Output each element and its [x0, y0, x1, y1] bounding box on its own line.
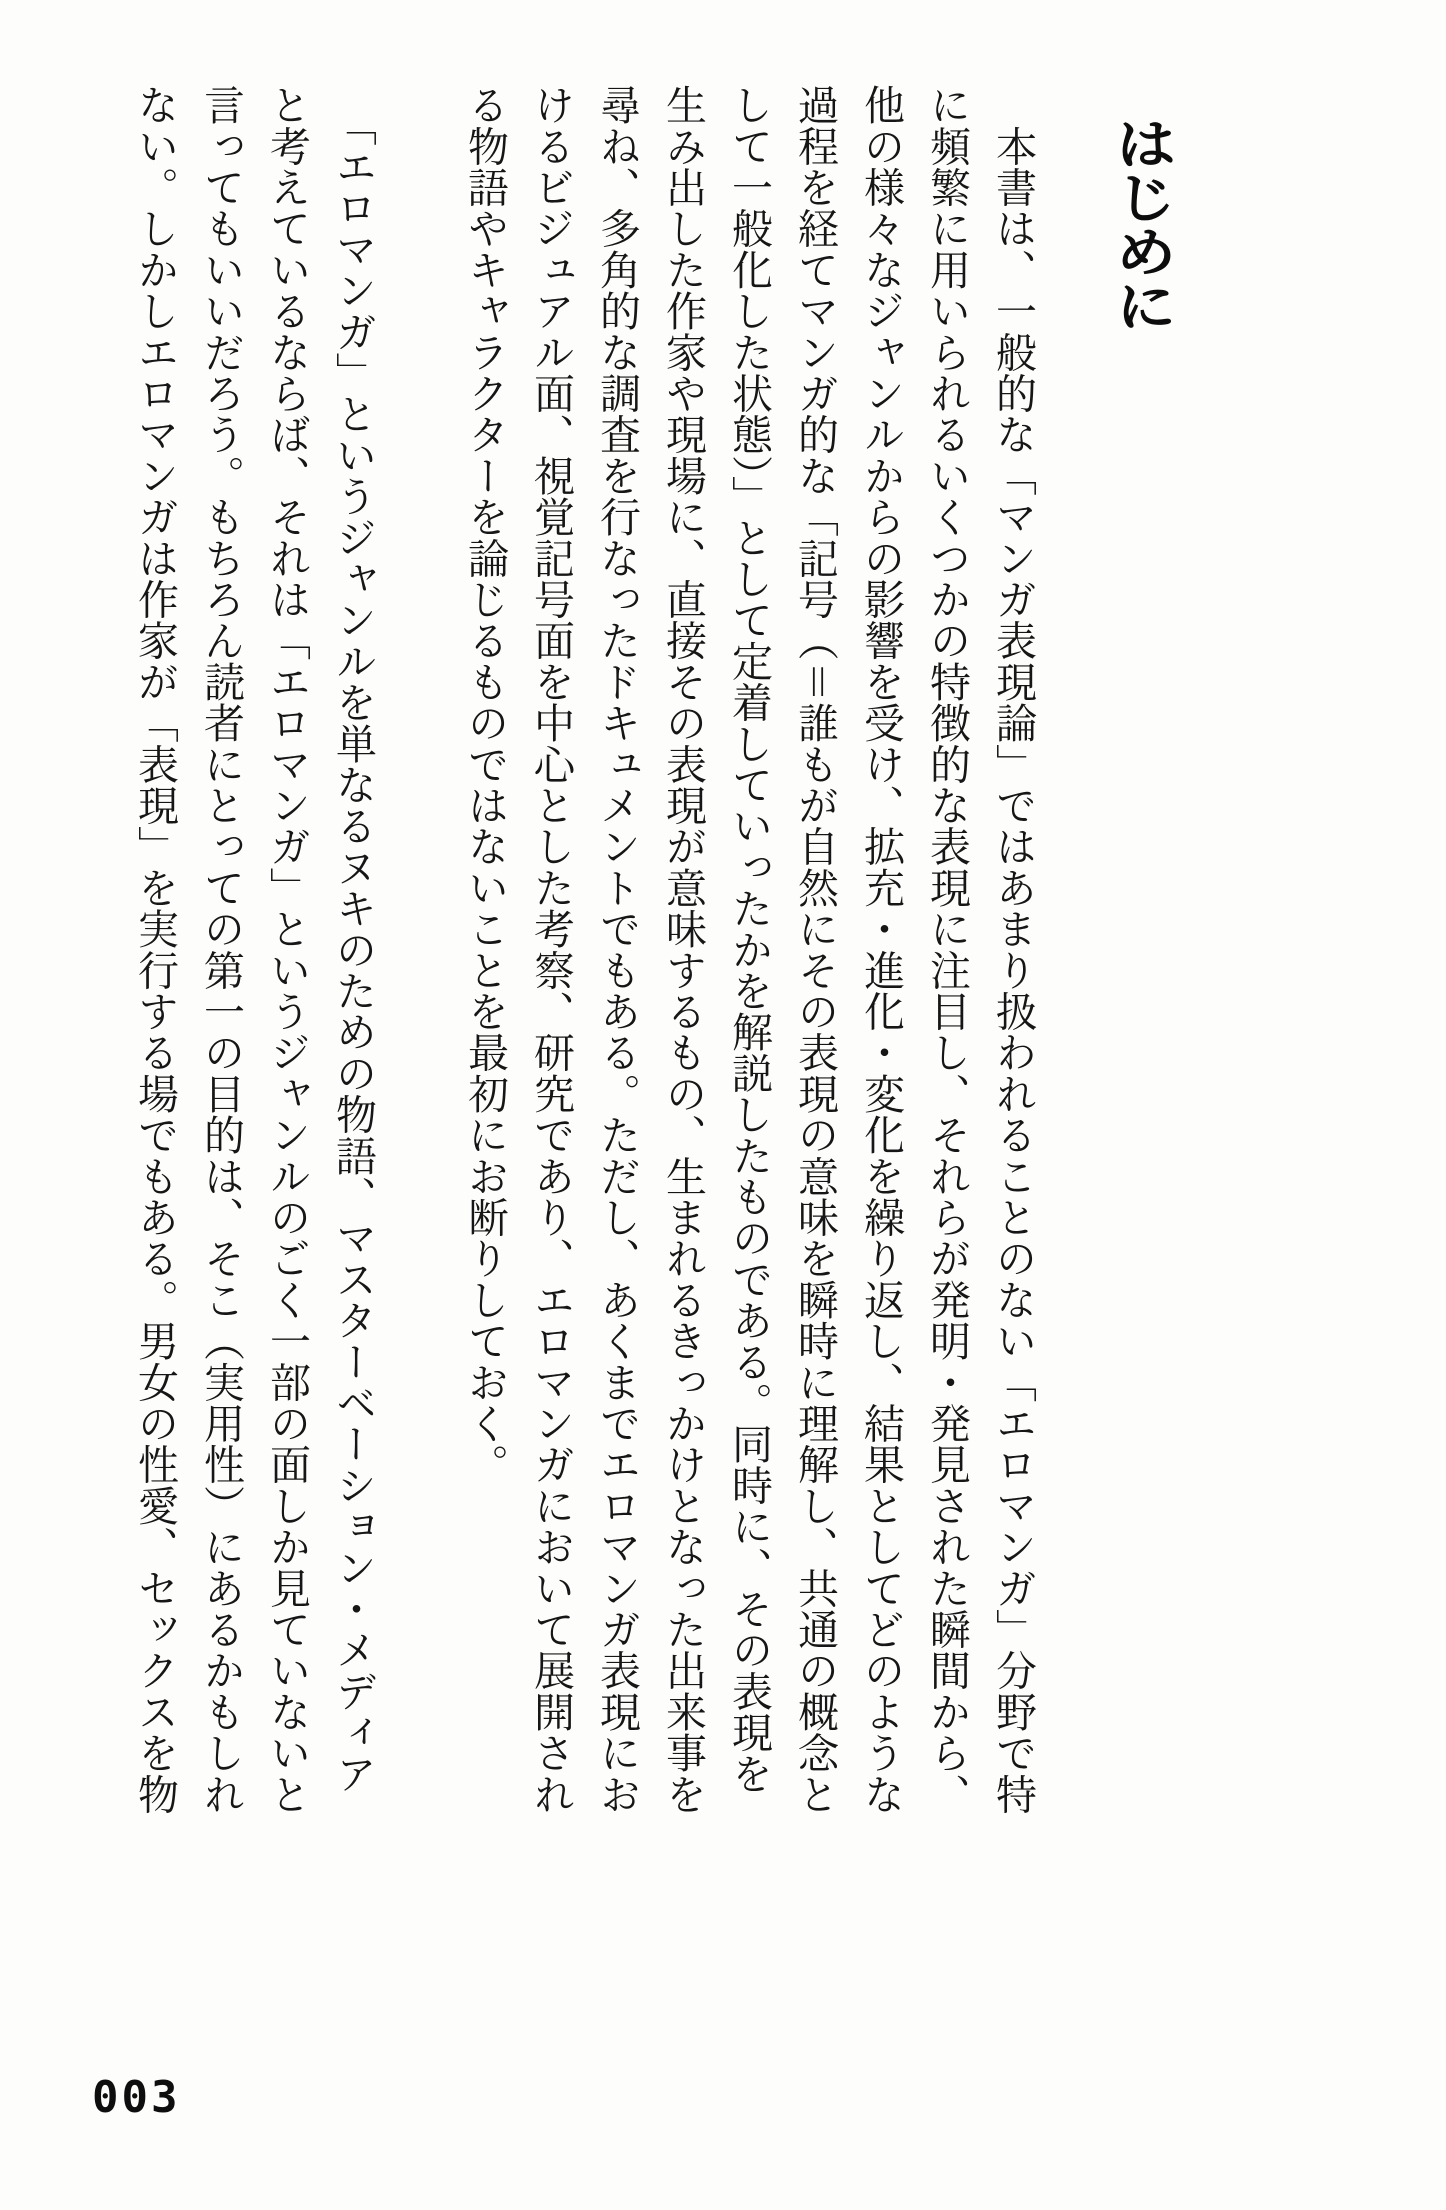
text-line: けるビジュアル面、視覚記号面を中心とした考察、研究であり、エロマンガにおいて展開され	[528, 84, 574, 1815]
text-line: 生み出した作家や現場に、直接その表現が意味するもの、生まれるきっかけとなった出来事を	[660, 84, 706, 1815]
text-line: 本書は、一般的な「マンガ表現論」ではあまり扱われることのない「エロマンガ」分野で特	[990, 84, 1036, 1815]
text-line: 尋ね、多角的な調査を行なったドキュメントでもある。ただし、あくまでエロマンガ表現にお	[594, 84, 640, 1815]
text-line: 過程を経てマンガ的な「記号（＝誰もが自然にその表現の意味を瞬時に理解し、共通の概念と	[792, 84, 838, 1815]
text-line: ない。しかしエロマンガは作家が「表現」を実行する場でもある。男女の性愛、セックスを物	[132, 84, 178, 1815]
text-line: に頻繁に用いられるいくつかの特徴的な表現に注目し、それらが発明・発見された瞬間から、	[924, 84, 970, 1815]
text-line: して一般化した状態）」として定着していったかを解説したものである。同時に、その表現を	[726, 84, 772, 1794]
text-line: 言ってもいいだろう。もちろん読者にとっての第一の目的は、そこ（実用性）にあるかもしれ	[198, 84, 244, 1815]
body-text	[122, 84, 1046, 1829]
paragraph-intro-overview	[452, 84, 1046, 1829]
text-line: 「エロマンガ」というジャンルを単なるヌキのための物語、マスターベーション・メディア	[330, 84, 376, 1794]
page-number: 003	[92, 2072, 181, 2123]
page-title: はじめに	[1106, 116, 1176, 332]
text-line: と考えているならば、それは「エロマンガ」というジャンルのごく一部の面しか見ていないと	[264, 84, 310, 1815]
paragraph-genre-discussion	[122, 84, 386, 1829]
text-line: 他の様々なジャンルからの影響を受け、拡充・進化・変化を繰り返し、結果としてどのような	[858, 84, 904, 1815]
text-line: る物語やキャラクターを論じるものではないことを最初にお断りしておく。	[462, 84, 508, 1485]
